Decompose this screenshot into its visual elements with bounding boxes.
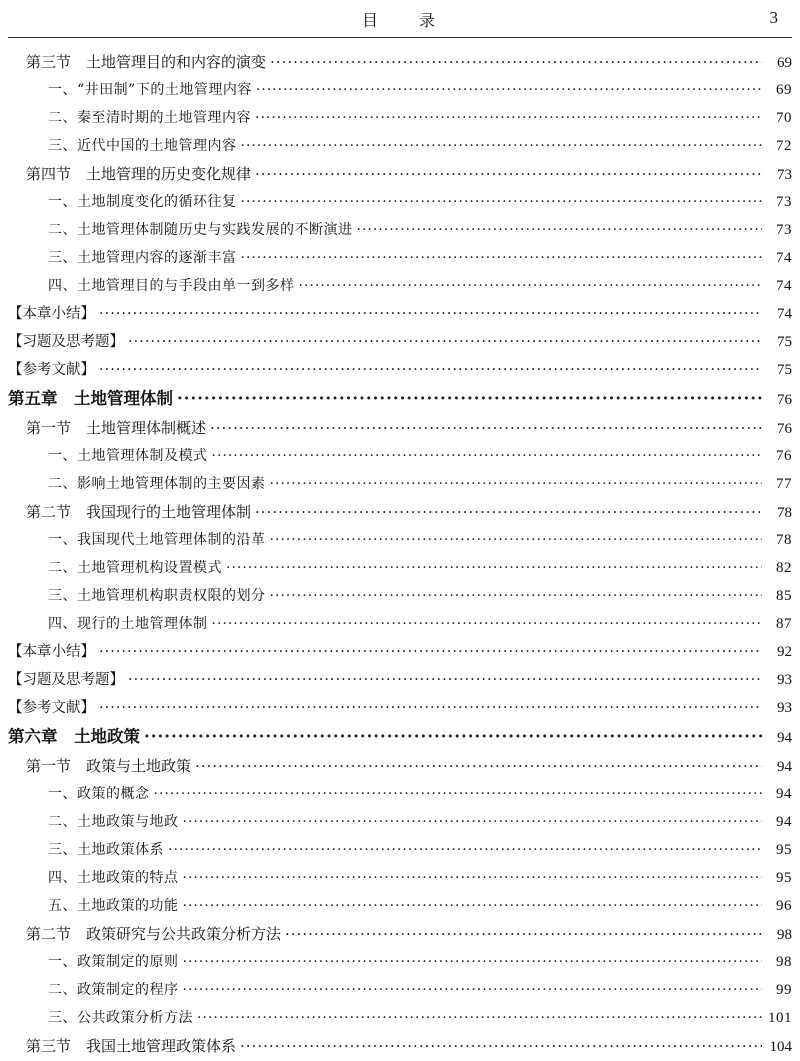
toc-appendix-item-row[interactable] (0, 638, 800, 666)
toc-entry-page-number: 104 (769, 1039, 792, 1055)
toc-entry-title: 【习题及思考题】 (8, 672, 124, 688)
toc-entry-title: 五、土地政策的功能 (48, 898, 179, 914)
toc-entry-title: 【习题及思考题】 (8, 334, 124, 350)
toc-entry-page-number: 73 (777, 167, 792, 183)
dot-leader (99, 638, 762, 666)
dot-leader (154, 780, 763, 808)
toc-entry-page-number: 95 (776, 870, 792, 886)
dot-leader (183, 808, 763, 836)
toc-appendix-item-row[interactable] (0, 328, 800, 356)
toc-subsection-row[interactable] (0, 610, 800, 638)
dot-leader (270, 526, 763, 554)
toc-entry-title: 第一节 政策与土地政策 (26, 757, 192, 775)
dot-leader (99, 356, 762, 384)
toc-entry-page-number: 75 (777, 334, 792, 350)
toc-section-row[interactable] (0, 48, 800, 76)
toc-entry-page-number: 77 (776, 476, 792, 492)
toc-entry-page-number: 74 (776, 250, 792, 266)
toc-entry-page-number: 70 (776, 110, 792, 126)
toc-subsection-row[interactable] (0, 132, 800, 160)
dot-leader (99, 300, 762, 328)
toc-entry-page-number: 74 (776, 278, 792, 294)
toc-appendix-item-row[interactable] (0, 356, 800, 384)
toc-entry-page-number: 76 (776, 448, 792, 464)
toc-subsection-row[interactable] (0, 526, 800, 554)
toc-section-row[interactable] (0, 160, 800, 188)
dot-leader (240, 1032, 762, 1060)
toc-entry-page-number: 94 (777, 730, 792, 746)
toc-entry-page-number: 87 (776, 616, 792, 632)
toc-entry-page-number: 72 (776, 138, 792, 154)
dot-leader (256, 76, 762, 104)
toc-entry-title: 第五章 土地管理体制 (8, 389, 173, 408)
dot-leader (183, 864, 763, 892)
toc-entry-title: 四、现行的土地管理体制 (48, 616, 208, 632)
toc-entry-page-number: 69 (776, 82, 792, 98)
toc-entry-page-number: 76 (777, 421, 792, 437)
dot-leader (255, 160, 762, 188)
toc-entry-page-number: 101 (768, 1010, 792, 1026)
toc-entry-page-number: 74 (777, 306, 792, 322)
toc-entry-title: 三、土地管理内容的逐渐丰富 (48, 250, 237, 266)
dot-leader (255, 104, 762, 132)
dot-leader (168, 836, 762, 864)
dot-leader (197, 1004, 762, 1032)
dot-leader (255, 498, 762, 526)
toc-entry-page-number: 94 (776, 814, 792, 830)
toc-entry-title: 一、土地管理体制及模式 (48, 448, 208, 464)
dot-leader (212, 442, 763, 470)
dot-leader (183, 892, 763, 920)
toc-entry-title: 一、土地制度变化的循环往复 (48, 194, 237, 210)
toc-entry-title: 【本章小结】 (8, 306, 95, 322)
toc-entry-title: 第二节 我国现行的土地管理体制 (26, 503, 252, 521)
toc-subsection-row[interactable] (0, 582, 800, 610)
toc-appendix-item-row[interactable] (0, 694, 800, 722)
toc-entry-title: 【参考文献】 (8, 700, 95, 716)
dot-leader (357, 216, 763, 244)
page-header-number: 3 (769, 8, 778, 27)
dot-leader (177, 384, 762, 414)
toc-entry-page-number: 98 (777, 927, 792, 943)
dot-leader (99, 694, 762, 722)
toc-entry-page-number: 99 (776, 982, 792, 998)
toc-subsection-row[interactable] (0, 1004, 800, 1032)
toc-subsection-row[interactable] (0, 76, 800, 104)
toc-entry-title: 二、政策制定的程序 (48, 982, 179, 998)
toc-entry-title: 二、影响土地管理体制的主要因素 (48, 476, 266, 492)
toc-entry-title: 三、近代中国的土地管理内容 (48, 138, 237, 154)
toc-subsection-row[interactable] (0, 808, 800, 836)
dot-leader (270, 470, 763, 498)
toc-entry-page-number: 94 (776, 786, 792, 802)
toc-entry-page-number: 76 (777, 392, 792, 408)
toc-subsection-row[interactable] (0, 554, 800, 582)
toc-entry-title: 四、土地政策的特点 (48, 870, 179, 886)
toc-section-row[interactable] (0, 1032, 800, 1060)
toc-entry-page-number: 93 (777, 672, 792, 688)
toc-subsection-row[interactable] (0, 244, 800, 272)
toc-entry-page-number: 73 (776, 222, 792, 238)
toc-entry-page-number: 73 (776, 194, 792, 210)
toc-subsection-row[interactable] (0, 864, 800, 892)
page-header (0, 0, 800, 40)
toc-entry-page-number: 78 (776, 532, 792, 548)
toc-entry-page-number: 69 (777, 55, 792, 71)
toc-appendix-item-row[interactable] (0, 300, 800, 328)
dot-leader (241, 132, 763, 160)
dot-leader (241, 244, 763, 272)
toc-entry-title: 第三节 土地管理目的和内容的演变 (26, 53, 267, 71)
toc-subsection-row[interactable] (0, 892, 800, 920)
dot-leader (195, 752, 762, 780)
dot-leader (226, 554, 762, 582)
dot-leader (210, 414, 762, 442)
toc-subsection-row[interactable] (0, 216, 800, 244)
toc-subsection-row[interactable] (0, 442, 800, 470)
dot-leader (144, 722, 762, 752)
toc-subsection-row[interactable] (0, 976, 800, 1004)
toc-entry-title: 二、土地政策与地政 (48, 814, 179, 830)
toc-section-row[interactable] (0, 414, 800, 442)
toc-entry-page-number: 95 (776, 842, 792, 858)
toc-subsection-row[interactable] (0, 780, 800, 808)
toc-entry-page-number: 75 (777, 362, 792, 378)
toc-section-row[interactable] (0, 920, 800, 948)
toc-chapter-row[interactable] (0, 384, 800, 414)
toc-entry-title: 第四节 土地管理的历史变化规律 (26, 165, 252, 183)
toc-subsection-row[interactable] (0, 188, 800, 216)
toc-entry-title: 第三节 我国土地管理政策体系 (26, 1037, 237, 1055)
dot-leader (128, 666, 762, 694)
toc-entry-page-number: 78 (777, 505, 792, 521)
dot-leader (183, 948, 763, 976)
toc-entry-page-number: 92 (777, 644, 792, 660)
header-rule (8, 37, 792, 38)
toc-section-row[interactable] (0, 498, 800, 526)
page-header-title: 目 录 (361, 11, 438, 30)
dot-leader (299, 272, 763, 300)
toc-entry-title: 三、公共政策分析方法 (48, 1010, 193, 1026)
table-of-contents (0, 48, 800, 1060)
dot-leader (285, 920, 762, 948)
toc-entry-page-number: 93 (777, 700, 792, 716)
toc-entry-title: 一、政策的概念 (48, 786, 150, 802)
toc-entry-title: 三、土地政策体系 (48, 842, 164, 858)
toc-chapter-row[interactable] (0, 722, 800, 752)
toc-entry-title: 第二节 政策研究与公共政策分析方法 (26, 925, 282, 943)
dot-leader (183, 976, 763, 1004)
toc-subsection-row[interactable] (0, 470, 800, 498)
toc-entry-title: 二、土地管理机构设置模式 (48, 560, 222, 576)
toc-entry-page-number: 85 (776, 588, 792, 604)
toc-entry-title: 第一节 土地管理体制概述 (26, 419, 207, 437)
toc-entry-title: 第六章 土地政策 (8, 727, 140, 746)
toc-appendix-item-row[interactable] (0, 666, 800, 694)
toc-subsection-row[interactable] (0, 272, 800, 300)
toc-entry-page-number: 96 (776, 898, 792, 914)
dot-leader (270, 582, 763, 610)
toc-entry-page-number: 82 (776, 560, 792, 576)
toc-entry-title: 三、土地管理机构职责权限的划分 (48, 588, 266, 604)
dot-leader (270, 48, 762, 76)
toc-entry-title: 一、我国现代土地管理体制的沿革 (48, 532, 266, 548)
toc-entry-title: 一、“井田制”下的土地管理内容 (48, 82, 252, 98)
toc-entry-title: 二、土地管理体制随历史与实践发展的不断演进 (48, 222, 353, 238)
toc-entry-title: 【参考文献】 (8, 362, 95, 378)
dot-leader (241, 188, 763, 216)
toc-entry-page-number: 98 (776, 954, 792, 970)
toc-entry-title: 【本章小结】 (8, 644, 95, 660)
dot-leader (128, 328, 762, 356)
toc-subsection-row[interactable] (0, 836, 800, 864)
toc-entry-title: 二、秦至清时期的土地管理内容 (48, 110, 251, 126)
toc-entry-title: 四、土地管理目的与手段由单一到多样 (48, 278, 295, 294)
toc-subsection-row[interactable] (0, 948, 800, 976)
toc-section-row[interactable] (0, 752, 800, 780)
dot-leader (212, 610, 763, 638)
toc-subsection-row[interactable] (0, 104, 800, 132)
toc-entry-title: 一、政策制定的原则 (48, 954, 179, 970)
toc-entry-page-number: 94 (777, 759, 792, 775)
